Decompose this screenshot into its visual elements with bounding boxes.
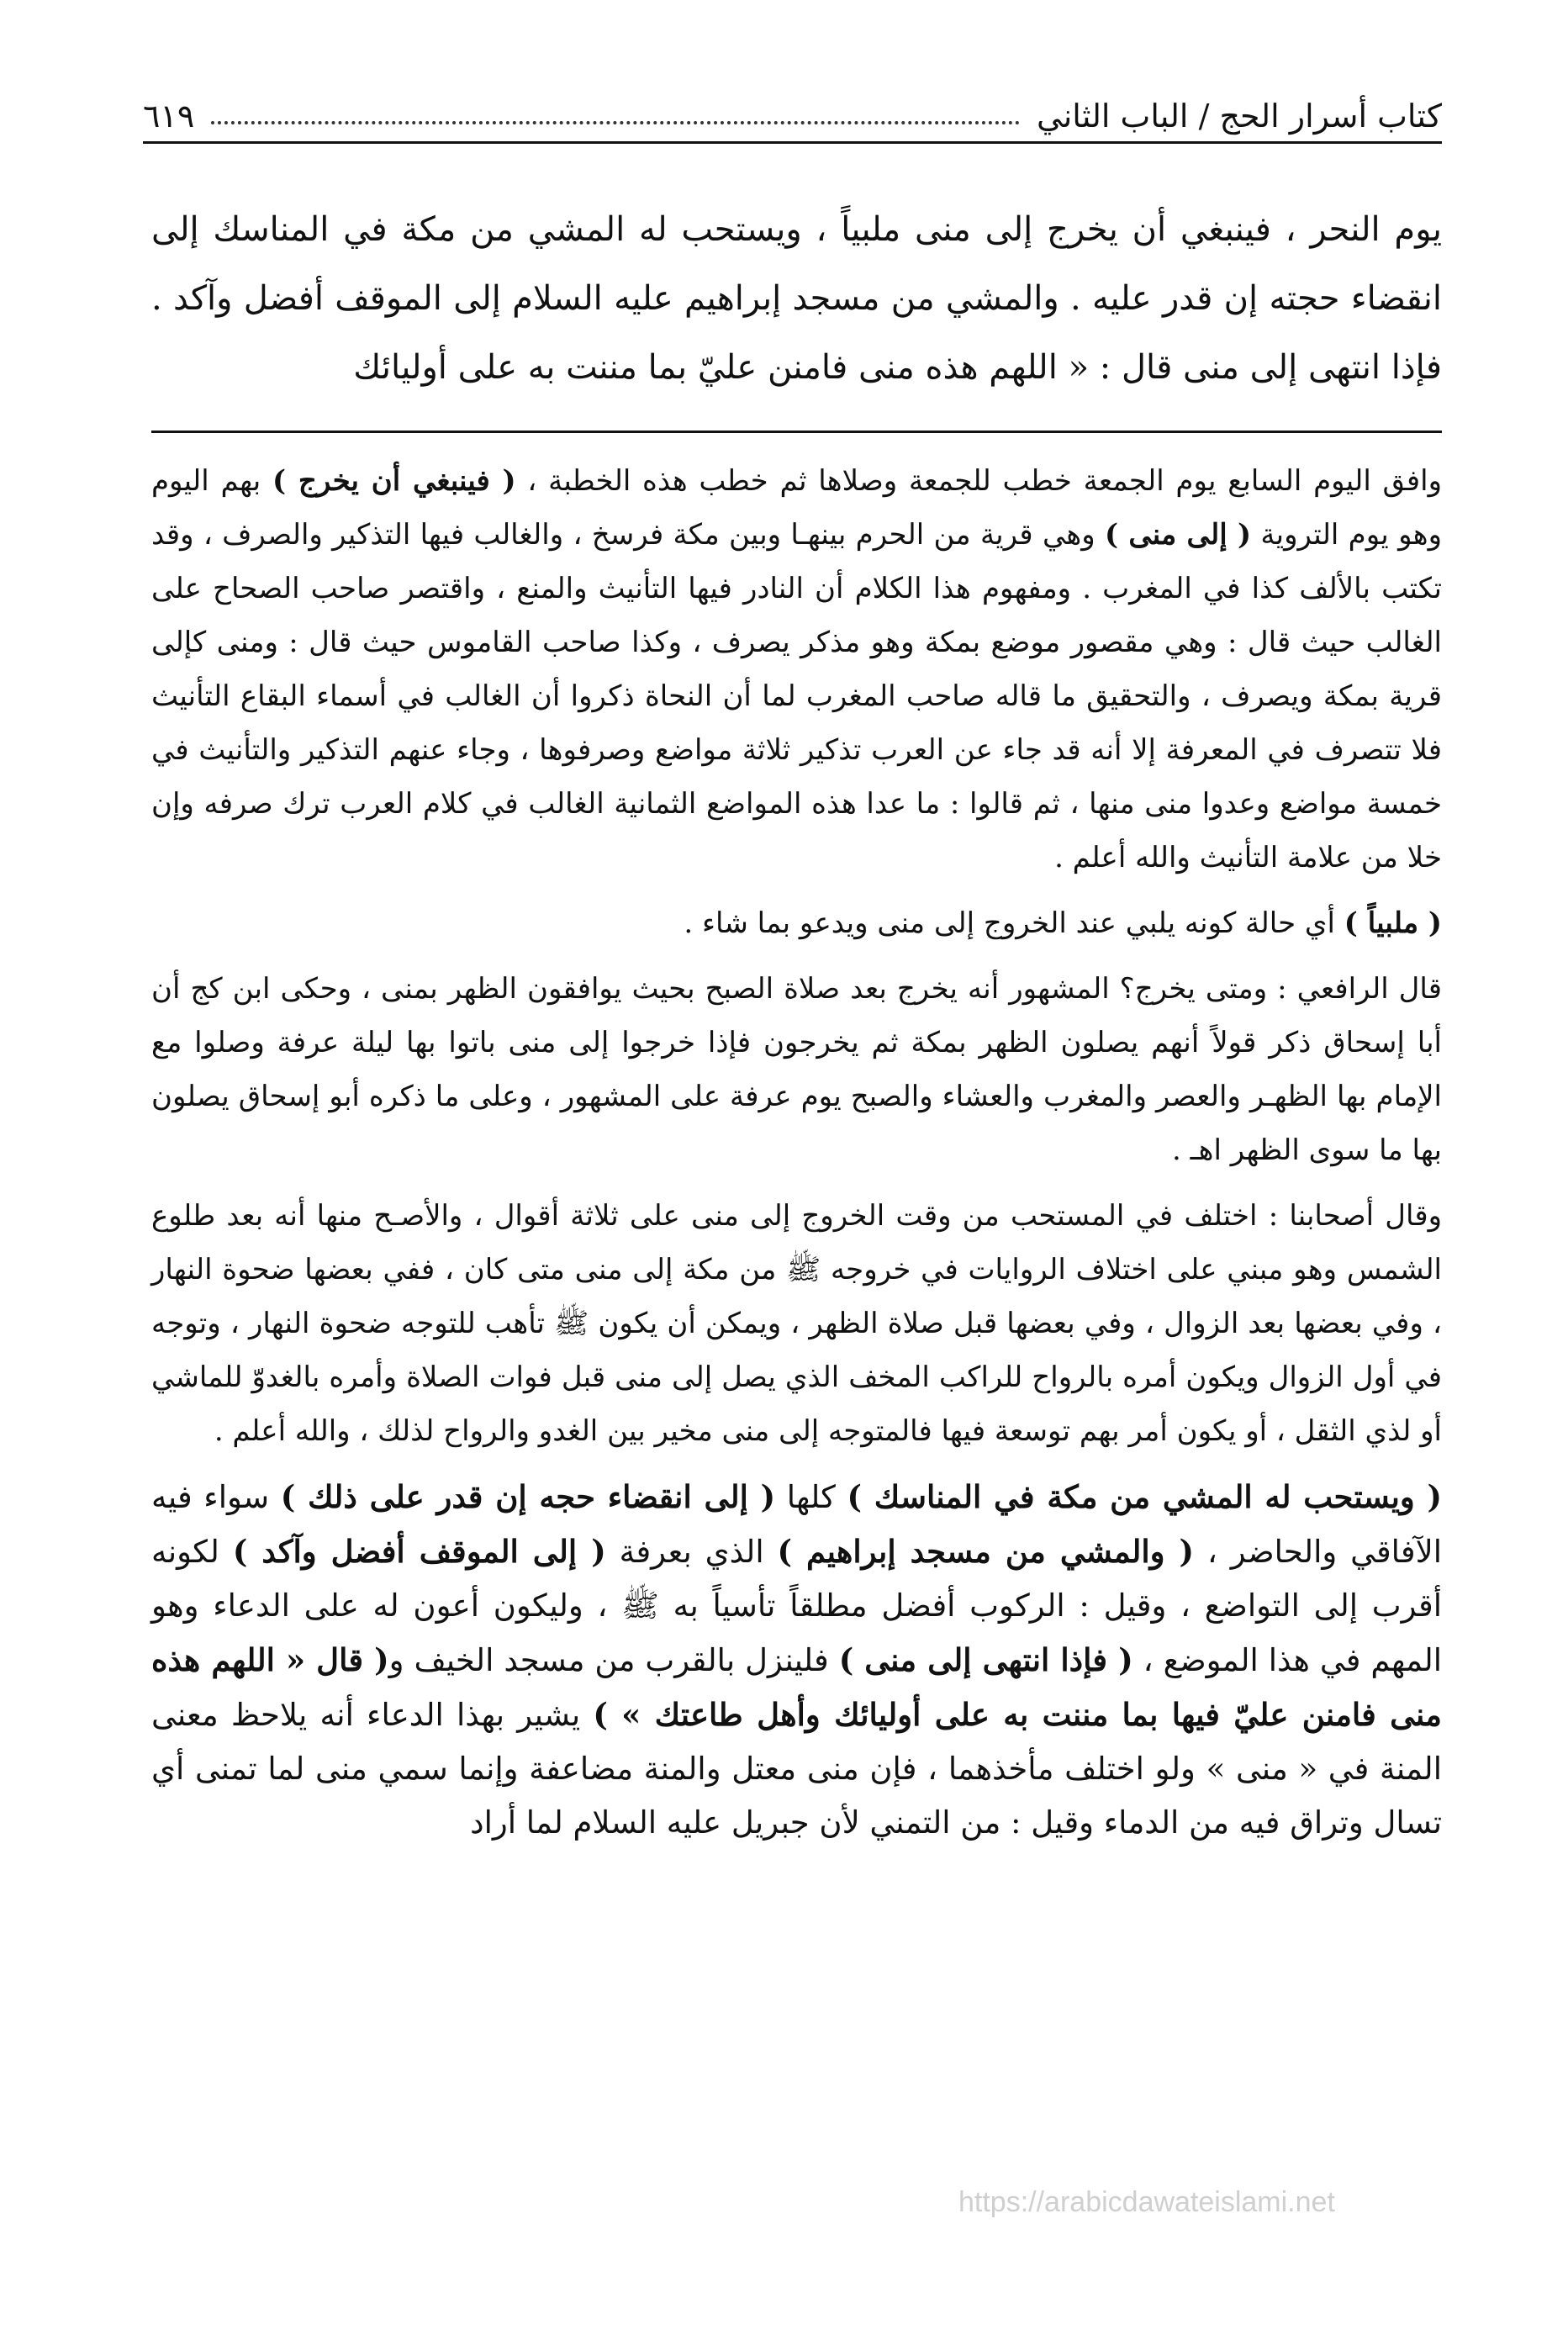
commentary-text: يشير بهذا الدعاء أنه يلاحظ معنى المنة في « منى » ولو اختلف مأخذهما ، فإن منى معتل والمنة مضاعفة وإنما سمي منى لما تمنى أي تسال وتراق فيه من الدماء وقيل : من التمني لأن جبريل عليه السلام لما أراد	[151, 1697, 1442, 1841]
commentary-paragraph-5	[151, 1470, 1442, 1850]
main-paragraph: يوم النحر ، فينبغي أن يخرج إلى منى ملبياً ، ويستحب له المشي من مكة في المناسك إلى انقضاء حجته إن قدر عليه . والمشي من مسجد إبراهيم عليه السلام إلى الموقف أفضل وآكد . فإذا انتهى إلى منى قال : « اللهم هذه منى فامنن عليّ بما مننت به على أوليائك	[151, 210, 1442, 387]
commentary-text: سواء فيه الآفاقي والحاضر ،	[151, 1479, 1443, 1570]
commentary-text: كلها	[775, 1479, 847, 1515]
page-number: ٦١٩	[143, 98, 195, 135]
commentary-block	[151, 454, 1442, 1862]
quoted-phrase: ( فإذا انتهى إلى منى )	[838, 1641, 1133, 1678]
commentary-paragraph-1	[151, 454, 1442, 885]
page-header	[143, 91, 1442, 144]
commentary-text: فلينزل بالقرب من مسجد الخيف و	[388, 1642, 839, 1678]
commentary-text: بهم اليوم وهو يوم التروية	[151, 464, 1442, 552]
commentary-paragraph-2	[151, 896, 1442, 950]
quoted-phrase: ( إلى انقضاء حجه إن قدر على ذلك )	[280, 1478, 776, 1515]
commentary-paragraph-4: وقال أصحابنا : اختلف في المستحب من وقت الخروج إلى منى على ثلاثة أقوال ، والأصـح منها أنه بعد طلوع الشمس وهو مبني على اختلاف الروايات في خروجه ﷺ من مكة إلى منى متى كان ، ففي بعضها ضحوة النهار ، وفي بعضها بعد الزوال ، وفي بعضها قبل صلاة الظهر ، ويمكن أن يكون ﷺ تأهب للتوجه ضحوة النهار ، وتوجه في أول الزوال ويكون أمره بالرواح للراكب المخف الذي يصل إلى منى قبل فوات الصلاة وأمره بالغدوّ للماشي أو لذي الثقل ، أو يكون أمر بهم توسعة فيها فالمتوجه إلى منى مخير بين الغدو والرواح لذلك ، والله أعلم .	[151, 1199, 1442, 1448]
commentary-text: أي حالة كونه يلبي عند الخروج إلى منى ويدعو بما شاء .	[684, 906, 1344, 940]
quoted-phrase: ( ويستحب له المشي من مكة في المناسك )	[847, 1478, 1442, 1515]
commentary-text: وافق اليوم السابع يوم الجمعة خطب للجمعة وصلاها ثم خطب هذه الخطبة ،	[515, 464, 1442, 498]
commentary-text: الذي بعرفة	[605, 1534, 778, 1570]
commentary-text: وهي قرية من الحرم بينهـا وبين مكة فرسخ ، والغالب فيها التذكير والصرف ، وقد تكتب بالألف كذا في المغرب . ومفهوم هذا الكلام أن النادر فيها التأنيث والمنع ، واقتصر صاحب الصحاح على الغالب حيث قال : وهي مقصور موضع بمكة وهو مذكر يصرف ، وكذا صاحب القاموس حيث قال : ومنى كإلى قرية بمكة ويصرف ، والتحقيق ما قاله صاحب المغرب لما أن النحاة ذكروا أن الغالب في أسماء البقاع التأنيث فلا تتصرف في المعرفة إلا أنه قد جاء عن العرب تذكير ثلاثة مواضع وصرفوها ، وجاء عنهم التذكير والتأنيث في خمسة مواضع وعدوا منى منها ، ثم قالوا : ما عدا هذه المواضع الثمانية الغالب في كلام العرب ترك صرفه وإن خلا من علامة التأنيث والله أعلم .	[151, 518, 1442, 874]
main-text-block	[151, 195, 1442, 402]
footnote-divider	[151, 431, 1442, 433]
quoted-phrase: ( قال « اللهم هذه منى فامنن عليّ فيها بما مننت به على أوليائك وأهل طاعتك » )	[151, 1641, 1442, 1733]
commentary-text: لكونه أقرب إلى التواضع ، وقيل : الركوب أفضل مطلقاً تأسياً به ﷺ ، وليكون أعون له على الدعاء وهو المهم في هذا الموضع ،	[151, 1534, 1443, 1678]
site-watermark: https://arabicdawateislami.net	[958, 2186, 1335, 2218]
quoted-phrase: ( إلى الموقف أفضل وآكد )	[232, 1533, 606, 1570]
running-title: كتاب أسرار الحج / الباب الثاني	[1037, 98, 1442, 135]
quoted-phrase: ( ملبياً )	[1344, 906, 1442, 940]
quoted-phrase: ( إلى منى )	[1104, 518, 1252, 552]
header-leader-dots	[211, 121, 1020, 124]
commentary-paragraph-3: قال الرافعي : ومتى يخرج؟ المشهور أنه يخرج بعد صلاة الصبح بحيث يوافقون الظهر بمنى ، وحكى ابن كج أن أبا إسحاق ذكر قولاً أنهم يصلون الظهر بمكة ثم يخرجون فإذا خرجوا إلى منى باتوا بها ليلة عرفة وصلوا مع الإمام بها الظهـر والعصر والمغرب والعشاء والصبح يوم عرفة على المشهور ، وعلى ما ذكره أبو إسحاق يصلون بها ما سوى الظهر اهـ .	[151, 972, 1442, 1167]
quoted-phrase: ( والمشي من مسجد إبراهيم )	[777, 1533, 1195, 1570]
quoted-phrase: ( فينبغي أن يخرج )	[272, 464, 516, 498]
